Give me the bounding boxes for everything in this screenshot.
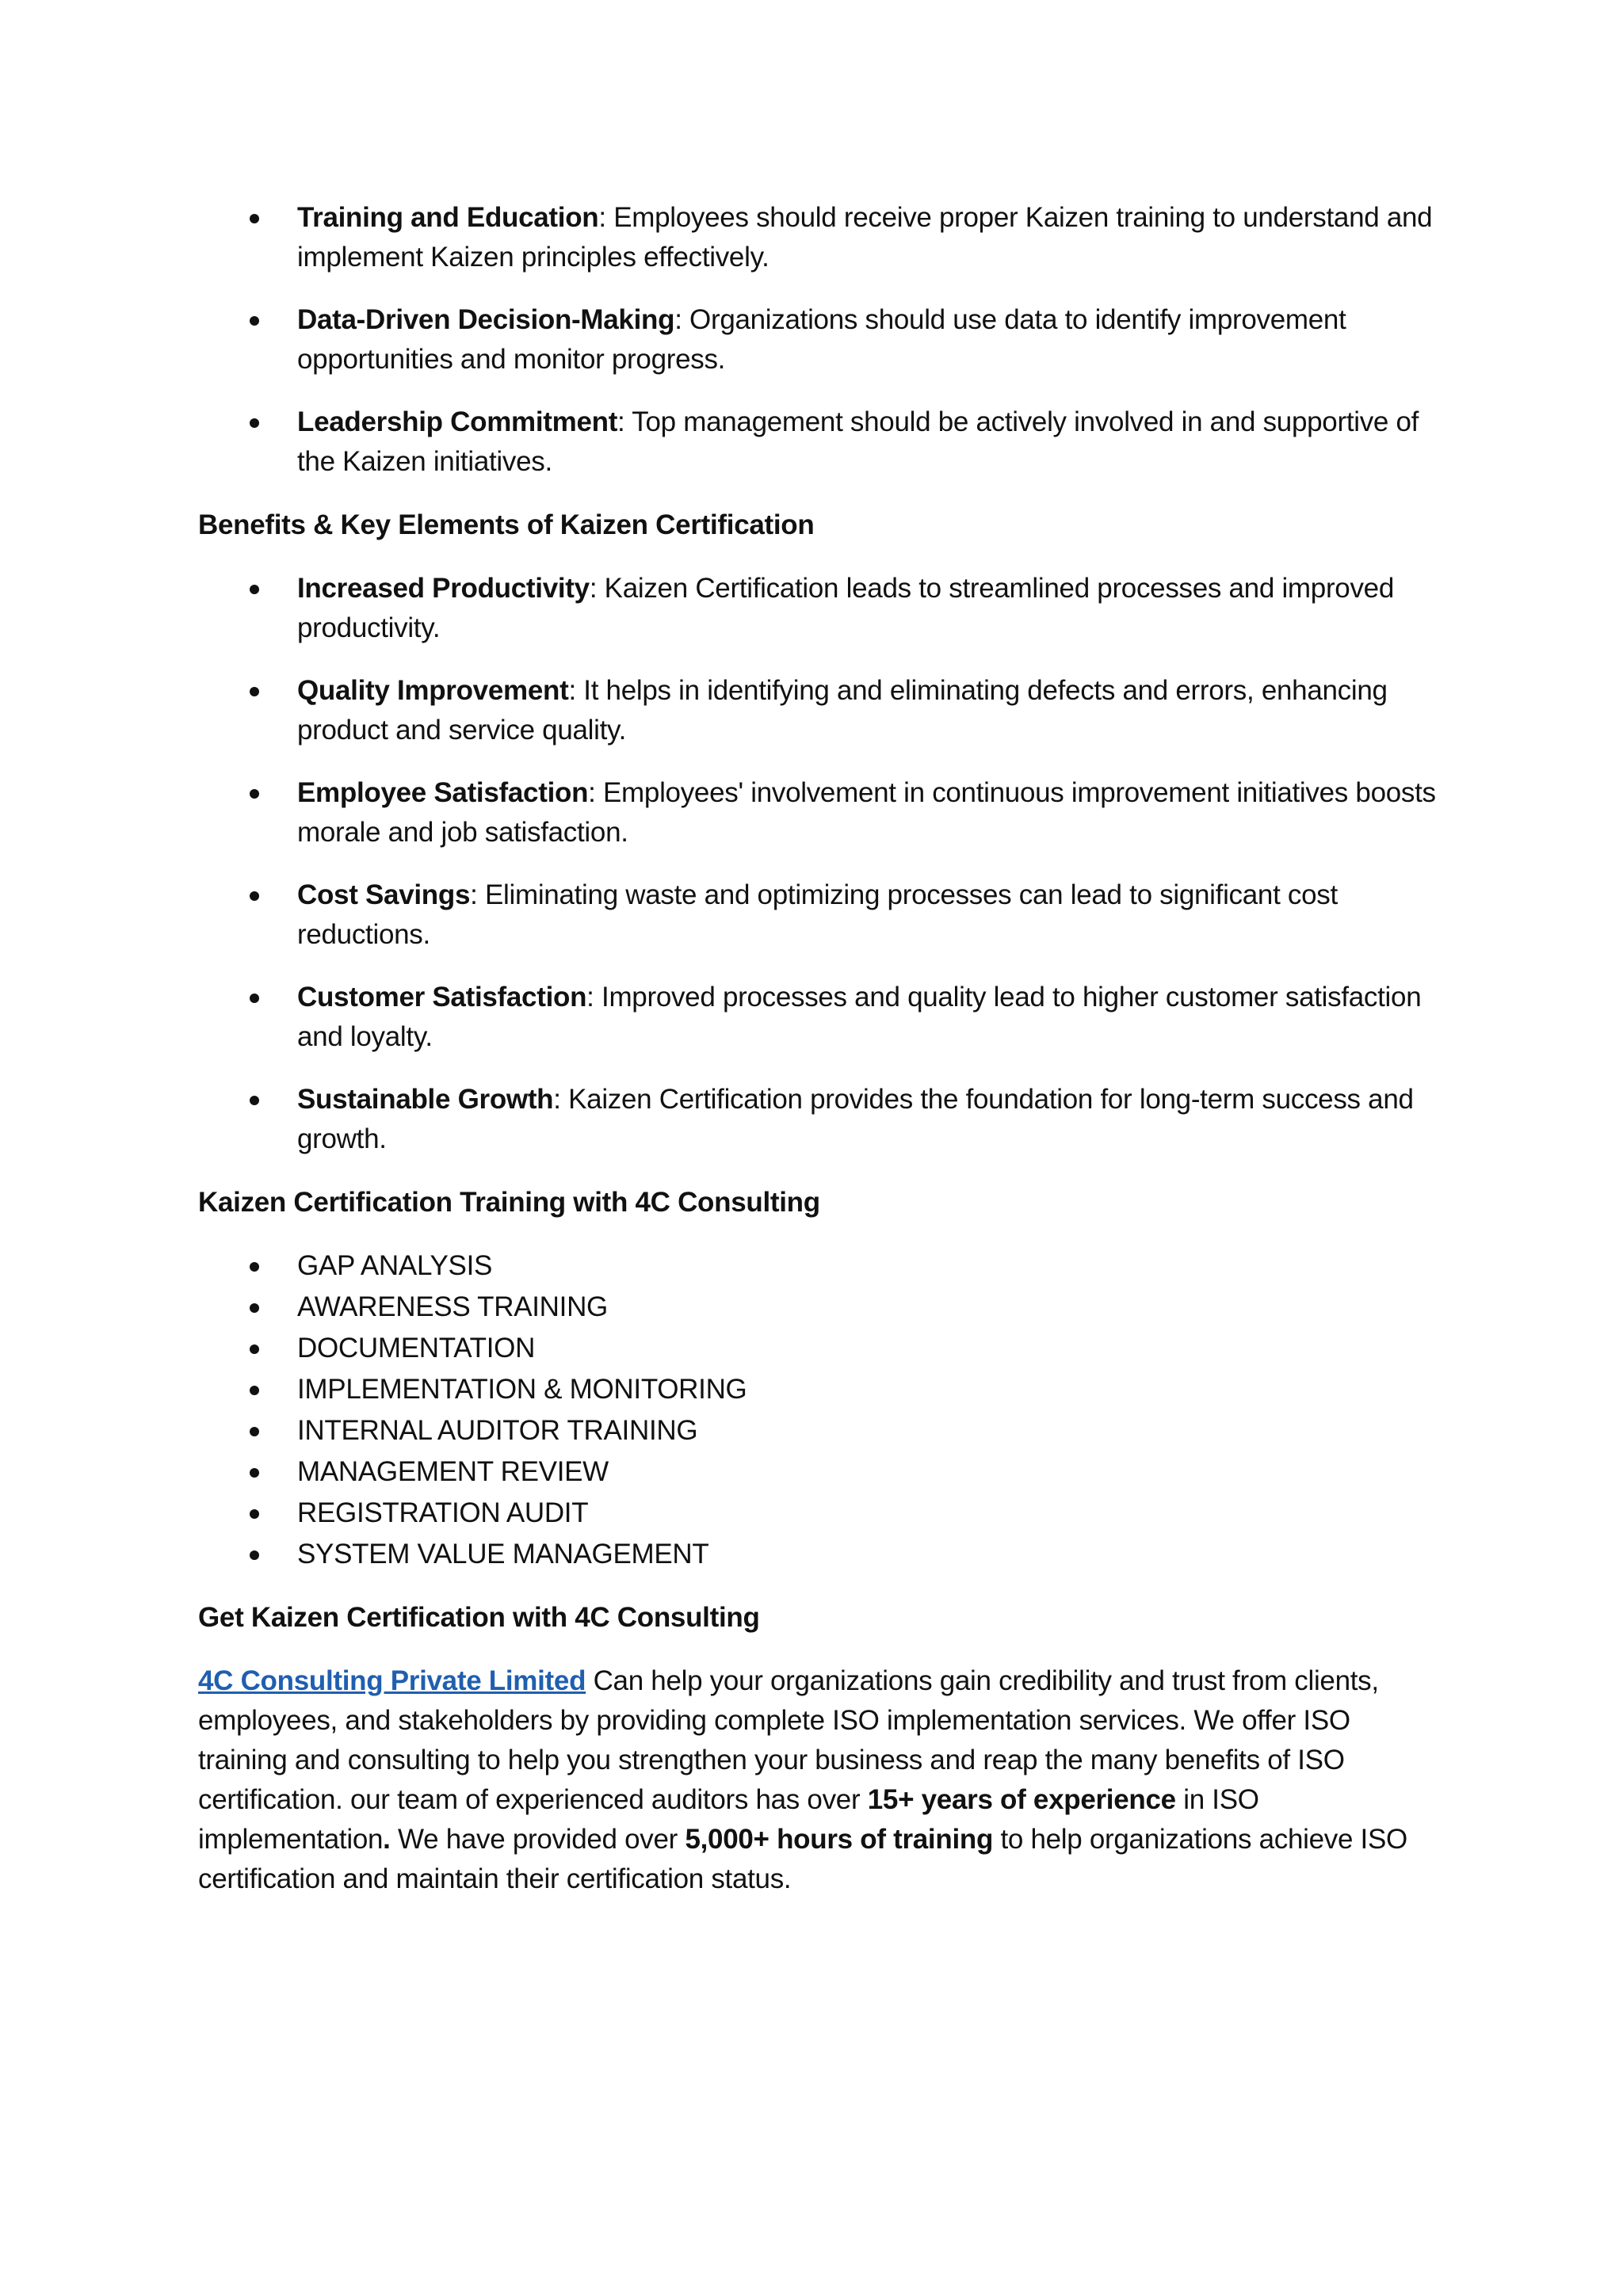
list-item bbox=[198, 569, 1442, 648]
bullet-icon bbox=[250, 1509, 259, 1519]
item-text: AWARENESS TRAINING bbox=[297, 1291, 608, 1322]
item-text: : Kaizen Certification provides the foundation for long-term success and growth. bbox=[297, 1084, 1414, 1154]
closing-paragraph bbox=[198, 1661, 1442, 1899]
item-text: INTERNAL AUDITOR TRAINING bbox=[297, 1415, 698, 1446]
bullet-icon bbox=[250, 687, 259, 696]
item-term: Training and Education bbox=[297, 202, 599, 233]
item-term: Data-Driven Decision-Making bbox=[297, 304, 675, 335]
item-text: MANAGEMENT REVIEW bbox=[297, 1456, 609, 1487]
list-item bbox=[198, 1452, 1442, 1492]
bullet-icon bbox=[250, 585, 259, 594]
requirements-list bbox=[198, 198, 1442, 482]
experience-highlight: 15+ years of experience bbox=[867, 1784, 1176, 1815]
training-heading: Kaizen Certification Training with 4C Consulting bbox=[198, 1187, 820, 1218]
bullet-icon bbox=[250, 1303, 259, 1313]
item-term: Leadership Commitment bbox=[297, 406, 618, 437]
item-text: DOCUMENTATION bbox=[297, 1333, 536, 1363]
list-item bbox=[198, 671, 1442, 750]
benefits-heading: Benefits & Key Elements of Kaizen Certification bbox=[198, 509, 815, 540]
item-text: : Kaizen Certification leads to streamlined processes and improved productivity. bbox=[297, 573, 1394, 643]
bullet-icon bbox=[250, 789, 259, 799]
item-text: : Eliminating waste and optimizing processes can lead to significant cost reductions. bbox=[297, 879, 1338, 950]
bullet-icon bbox=[250, 1096, 259, 1105]
training-hours-highlight: 5,000+ hours of training bbox=[685, 1824, 994, 1855]
list-item bbox=[198, 1411, 1442, 1451]
list-item bbox=[198, 1493, 1442, 1533]
paragraph-text: to help organizations achieve ISO certification and maintain their certification status. bbox=[198, 1824, 1407, 1894]
list-item bbox=[198, 1246, 1442, 1286]
item-text: : Improved processes and quality lead to higher customer satisfaction and loyalty. bbox=[297, 982, 1422, 1052]
item-term: Employee Satisfaction bbox=[297, 777, 589, 808]
bullet-icon bbox=[250, 1427, 259, 1436]
list-item bbox=[198, 300, 1442, 379]
bullet-icon bbox=[250, 1262, 259, 1272]
training-services-list bbox=[198, 1246, 1442, 1574]
item-text: : Top management should be actively involved in and supportive of the Kaizen initiatives. bbox=[297, 406, 1419, 477]
document-content bbox=[198, 198, 1442, 1899]
item-text: : Organizations should use data to identify improvement opportunities and monitor progress. bbox=[297, 304, 1346, 375]
item-text: IMPLEMENTATION & MONITORING bbox=[297, 1374, 747, 1405]
bullet-icon bbox=[250, 1386, 259, 1395]
item-term: Increased Productivity bbox=[297, 573, 590, 604]
bullet-icon bbox=[250, 1344, 259, 1354]
item-term: Quality Improvement bbox=[297, 675, 569, 706]
item-text: SYSTEM VALUE MANAGEMENT bbox=[297, 1539, 709, 1569]
item-term: Sustainable Growth bbox=[297, 1084, 554, 1115]
bullet-icon bbox=[250, 316, 259, 326]
get-certification-heading: Get Kaizen Certification with 4C Consulting bbox=[198, 1602, 760, 1633]
item-text: : It helps in identifying and eliminating defects and errors, enhancing product and service quality. bbox=[297, 675, 1388, 746]
bullet-icon bbox=[250, 214, 259, 223]
bullet-icon bbox=[250, 994, 259, 1003]
paragraph-text: Can help your organizations gain credibility and trust from clients, employees, and stakeholders by providing complete ISO implementation services. We offer ISO training and consulting to help you strengthen your business and reap the many benefits of ISO certification. our team of experienced auditors has over bbox=[198, 1665, 1379, 1815]
list-item bbox=[198, 402, 1442, 482]
period-highlight: . bbox=[383, 1824, 391, 1855]
paragraph-text: We have provided over bbox=[390, 1824, 685, 1855]
list-item bbox=[198, 1370, 1442, 1409]
list-item bbox=[198, 1329, 1442, 1368]
bullet-icon bbox=[250, 891, 259, 901]
list-item bbox=[198, 198, 1442, 277]
item-term: Customer Satisfaction bbox=[297, 982, 587, 1013]
list-item bbox=[198, 1287, 1442, 1327]
bullet-icon bbox=[250, 1550, 259, 1560]
bullet-icon bbox=[250, 1468, 259, 1478]
item-term: Cost Savings bbox=[297, 879, 471, 910]
list-item bbox=[198, 773, 1442, 852]
benefits-list bbox=[198, 569, 1442, 1159]
item-text: : Employees should receive proper Kaizen training to understand and implement Kaizen principles effectively. bbox=[297, 202, 1433, 273]
list-item bbox=[198, 978, 1442, 1057]
list-item bbox=[198, 875, 1442, 955]
bullet-icon bbox=[250, 418, 259, 428]
item-text: GAP ANALYSIS bbox=[297, 1250, 493, 1281]
paragraph-text: in ISO implementation bbox=[198, 1784, 1259, 1855]
company-link[interactable]: 4C Consulting Private Limited bbox=[198, 1665, 586, 1696]
item-text: : Employees' involvement in continuous improvement initiatives boosts morale and job satisfaction. bbox=[297, 777, 1436, 848]
list-item bbox=[198, 1080, 1442, 1159]
list-item bbox=[198, 1535, 1442, 1574]
item-text: REGISTRATION AUDIT bbox=[297, 1497, 589, 1528]
